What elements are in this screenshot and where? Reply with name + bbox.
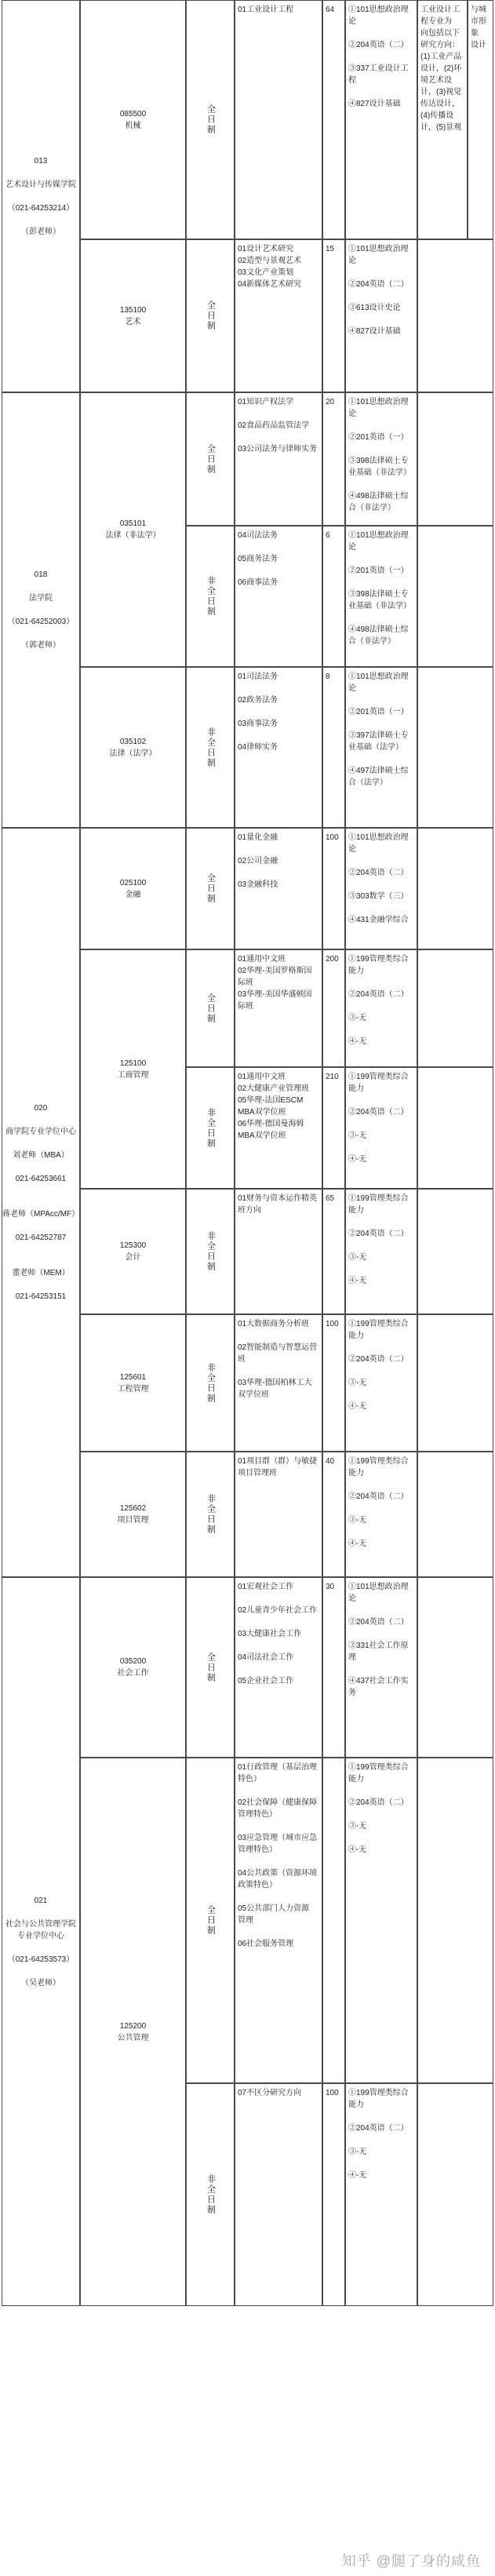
quota-cell: 6 <box>322 526 345 667</box>
quota-cell <box>322 1758 345 2083</box>
quota-cell: 200 <box>322 949 345 1067</box>
exam-subjects-cell: ①199管理类综合能力 ②204英语（二） ③-无 ④-无 <box>345 949 417 1067</box>
study-mode-cell: 全日制 <box>186 0 235 239</box>
directions-cell: 07不区分研究方向 <box>235 2083 322 2306</box>
directions-cell: 01司法法务 02政务法务 03商事法务 04律师实务 <box>235 667 322 828</box>
major-cell-finance: 025100 金融 <box>80 828 186 949</box>
major-cell-engineering-mgmt: 125601 工程管理 <box>80 1314 186 1452</box>
quota-cell: 20 <box>322 392 345 526</box>
quota-cell: 65 <box>322 1189 345 1314</box>
study-mode-cell: 全日制 <box>186 1577 235 1758</box>
quota-cell: 100 <box>322 828 345 949</box>
notes-cell-empty <box>417 392 493 526</box>
directions-cell: 01知识产权法学 02食品药品监管法学 03公司法务与律师实务 <box>235 392 322 526</box>
notes-cell-empty <box>417 1758 493 2083</box>
exam-subjects-cell: ①101思想政治理论 ②204英语（二） ③613设计史论 ④827设计基础 <box>345 239 417 392</box>
school-cell-social-public: 021 社会与公共管理学院专业学位中心 （021-64253573） （吴老师） <box>2 1577 80 2306</box>
directions-cell: 01设计艺术研究 02造型与景观艺术 03文化产业策划 04新媒体艺术研究 <box>235 239 322 392</box>
study-mode-cell: 非全日制 <box>186 526 235 667</box>
study-mode-cell: 非全日制 <box>186 1189 235 1314</box>
notes-cell-empty <box>417 1577 493 1758</box>
study-mode-cell: 非全日制 <box>186 2083 235 2306</box>
directions-cell: 01财务与资本运作精英班方向 <box>235 1189 322 1314</box>
school-cell-law: 018 法学院 （021-64252003） （郭老师） <box>2 392 80 828</box>
admissions-table <box>2 0 493 2306</box>
quota-cell: 30 <box>322 1577 345 1758</box>
major-cell-law-non-law: 035101 法律（非法学） <box>80 392 186 667</box>
major-cell-social-work: 035200 社会工作 <box>80 1577 186 1758</box>
notes-cell-empty <box>417 949 493 1067</box>
notes-cell-empty <box>417 1067 493 1189</box>
notes-cell: 工业设计工 程专业为 向包括以下 研究方向： (1)工业产品 设计，(2)环 境艺术设 计，(3)视觉 传达设计， (4)传播设 计，(5)景观 <box>417 0 468 239</box>
directions-cell: 04司法法务 05商务法务 06商事法务 <box>235 526 322 667</box>
major-cell-accounting: 125300 会计 <box>80 1189 186 1314</box>
notes-cell-empty <box>417 526 493 667</box>
directions-cell: 01量化金融 02公司金融 03金融科技 <box>235 828 322 949</box>
study-mode-cell: 非全日制 <box>186 1314 235 1452</box>
study-mode-cell: 全日制 <box>186 1758 235 2083</box>
notes-cell-empty <box>417 1452 493 1577</box>
quota-cell: 100 <box>322 1314 345 1452</box>
directions-cell: 01工业设计工程 <box>235 0 322 239</box>
directions-cell: 01宏观社会工作 02儿童青少年社会工作 03大健康社会工作 04司法社会工作 05企业社会工作 <box>235 1577 322 1758</box>
notes-cell-empty <box>417 1314 493 1452</box>
quota-cell: 210 <box>322 1067 345 1189</box>
major-cell-art: 135100 艺术 <box>80 239 186 392</box>
exam-subjects-cell: ①199管理类综合能力 ②204英语（二） ③-无 ④-无 <box>345 1314 417 1452</box>
major-cell-business-admin: 125100 工商管理 <box>80 949 186 1189</box>
exam-subjects-cell: ①101思想政治理论 ②204英语（二） ③303数学（三） ④431金融学综合 <box>345 828 417 949</box>
exam-subjects-cell: ①101思想政治理论 ②201英语（一） ③398法律硕士专业基础（非法学） ④498法律硕士综合（非法学） <box>345 526 417 667</box>
notes-cell-empty <box>417 667 493 828</box>
study-mode-cell: 非全日制 <box>186 667 235 828</box>
study-mode-cell: 全日制 <box>186 949 235 1067</box>
quota-cell: 15 <box>322 239 345 392</box>
study-mode-cell: 全日制 <box>186 392 235 526</box>
exam-subjects-cell: ①199管理类综合能力 ②204英语（二） ③-无 ④-无 <box>345 1758 417 2083</box>
extra-notes-cell: 与城市形象 设计 <box>468 0 493 239</box>
exam-subjects-cell: ①199管理类综合能力 ②204英语（二） ③-无 ④-无 <box>345 1189 417 1314</box>
quota-cell: 40 <box>322 1452 345 1577</box>
directions-cell: 01通用中文班 02大健康产业管理班 05华理-法国ESCM MBA双学位班 06华理-德国曼海姆MBA双学位班 <box>235 1067 322 1189</box>
exam-subjects-cell: ①101思想政治理论 ②201英语（一） ③398法律硕士专业基础（非法学） ④498法律硕士综合（非法学） <box>345 392 417 526</box>
study-mode-cell: 非全日制 <box>186 1067 235 1189</box>
directions-cell: 01大数据商务分析班 02智能制造与智慧运营班 03华理-德国柏林工大双学位班 <box>235 1314 322 1452</box>
directions-cell: 01通用中文班 02华理-美国罗格斯国际班 03华理-美国华盛顿国际班 <box>235 949 322 1067</box>
quota-cell: 64 <box>322 0 345 239</box>
directions-cell: 01行政管理（基层治理 特色） 02社会保障（健康保障 管理特色） 03应急管理（城市应急 管理特色） 04公共政策（资源环境 政策特色） 05公共部门人力资源 管理 06社会服务管理 <box>235 1758 322 2083</box>
exam-subjects-cell: ①199管理类综合能力 ②204英语（二） ③-无 ④-无 <box>345 2083 417 2306</box>
study-mode-cell: 非全日制 <box>186 1452 235 1577</box>
notes-cell-empty <box>417 1189 493 1314</box>
quota-cell: 100 <box>322 2083 345 2306</box>
notes-cell-empty <box>417 2083 493 2306</box>
blank-lower-area <box>0 2306 495 2576</box>
study-mode-cell: 全日制 <box>186 239 235 392</box>
major-cell-public-admin: 125200 公共管理 <box>80 1758 186 2306</box>
major-cell-machinery: 085500 机械 <box>80 0 186 239</box>
exam-subjects-cell: ①101思想政治理论 ②204英语（二） ③331社会工作原理 ④437社会工作实务 <box>345 1577 417 1758</box>
study-mode-cell: 全日制 <box>186 828 235 949</box>
major-cell-project-mgmt: 125602 项目管理 <box>80 1452 186 1577</box>
quota-cell: 8 <box>322 667 345 828</box>
school-cell-business: 020 商学院专业学位中心 刘老师（MBA） 021-64253661 蒋老师（MPAcc/MF） 021-64252787 董老师（MEM） 021-64253151 <box>2 828 80 1577</box>
major-cell-law-law: 035102 法律（法学） <box>80 667 186 828</box>
notes-cell-empty <box>417 239 493 392</box>
directions-cell: 01项目群（群）与敏捷项目管理班 <box>235 1452 322 1577</box>
exam-subjects-cell: ①199管理类综合能力 ②204英语（二） ③-无 ④-无 <box>345 1067 417 1189</box>
school-cell-art-design: 013 艺术设计与传媒学院 （021-64253214） （彭老师） <box>2 0 80 392</box>
exam-subjects-cell: ①101思想政治理论 ②201英语（一） ③397法律硕士专业基础（法学） ④497法律硕士综合（法学） <box>345 667 417 828</box>
exam-subjects-cell: ①199管理类综合能力 ②204英语（二） ③-无 ④-无 <box>345 1452 417 1577</box>
exam-subjects-cell: ①101思想政治理论 ②204英语（二） ③337工业设计工程 ④827设计基础 <box>345 0 417 239</box>
notes-cell-empty <box>417 828 493 949</box>
watermark: 知乎 @腿了身的咸鱼 <box>341 2553 481 2569</box>
